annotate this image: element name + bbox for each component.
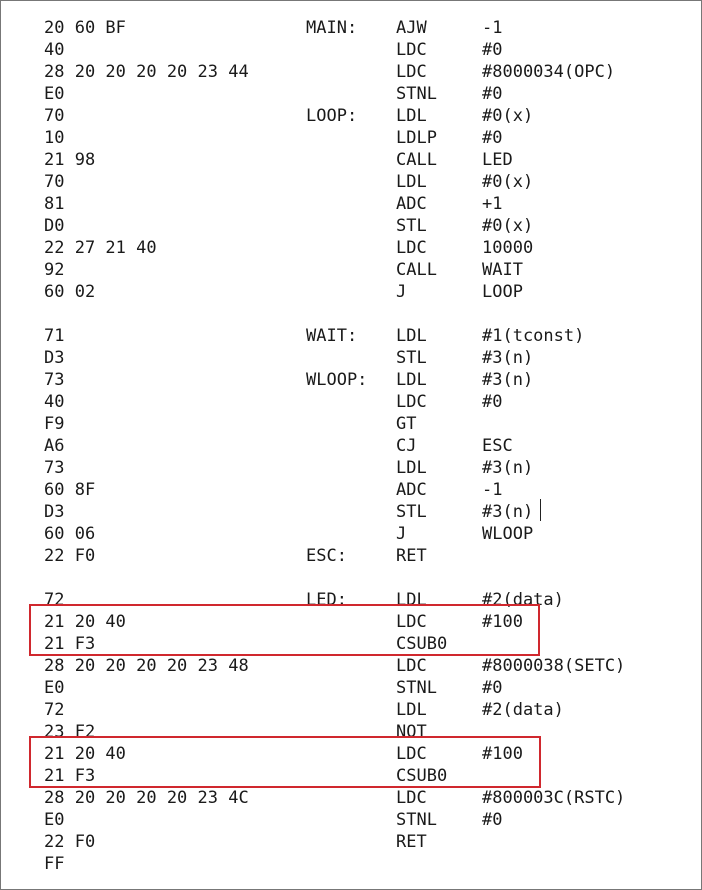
hex-bytes: F9 <box>44 414 65 434</box>
code-line <box>0 523 702 545</box>
mnemonic: CSUB0 <box>396 634 448 654</box>
code-line <box>0 17 702 39</box>
operand: -1 <box>482 18 503 38</box>
mnemonic: CJ <box>396 436 417 456</box>
mnemonic: LDL <box>396 326 427 346</box>
operand: #8000038(SETC) <box>482 656 626 676</box>
code-line <box>0 545 702 567</box>
code-line <box>0 193 702 215</box>
mnemonic: CALL <box>396 260 437 280</box>
mnemonic: RET <box>396 546 427 566</box>
code-line <box>0 61 702 83</box>
operand: #0 <box>482 810 503 830</box>
mnemonic: LDL <box>396 172 427 192</box>
hex-bytes: 60 8F <box>44 480 96 500</box>
code-line <box>0 39 702 61</box>
mnemonic: STNL <box>396 84 437 104</box>
code-line <box>0 215 702 237</box>
mnemonic: LDL <box>396 458 427 478</box>
mnemonic: ADC <box>396 194 427 214</box>
hex-bytes: 40 <box>44 392 65 412</box>
operand: WLOOP <box>482 524 534 544</box>
code-line <box>0 787 702 809</box>
hex-bytes: 60 06 <box>44 524 96 544</box>
mnemonic: LDL <box>396 106 427 126</box>
hex-bytes: 20 60 BF <box>44 18 126 38</box>
hex-bytes: 10 <box>44 128 65 148</box>
operand: #3(n) <box>482 348 534 368</box>
hex-bytes: E0 <box>44 678 65 698</box>
label: WLOOP: <box>306 370 368 390</box>
hex-bytes: 21 98 <box>44 150 96 170</box>
operand: #8000034(OPC) <box>482 62 616 82</box>
label: ESC: <box>306 546 347 566</box>
mnemonic: J <box>396 524 407 544</box>
mnemonic: LDC <box>396 40 427 60</box>
code-line <box>0 281 702 303</box>
hex-bytes: 22 F0 <box>44 832 96 852</box>
hex-bytes: E0 <box>44 84 65 104</box>
operand: #3(n) <box>482 370 534 390</box>
operand: ESC <box>482 436 513 456</box>
hex-bytes: 60 02 <box>44 282 96 302</box>
mnemonic: STNL <box>396 678 437 698</box>
mnemonic: GT <box>396 414 417 434</box>
hex-bytes: 21 20 40 <box>44 744 126 764</box>
mnemonic: RET <box>396 832 427 852</box>
mnemonic: ADC <box>396 480 427 500</box>
operand: #1(tconst) <box>482 326 585 346</box>
mnemonic: STNL <box>396 810 437 830</box>
mnemonic: J <box>396 282 407 302</box>
code-line <box>0 127 702 149</box>
hex-bytes: D3 <box>44 502 65 522</box>
code-line <box>0 831 702 853</box>
hex-bytes: FF <box>44 854 65 874</box>
hex-bytes: 72 <box>44 590 65 610</box>
hex-bytes: 21 F3 <box>44 766 96 786</box>
mnemonic: LDL <box>396 370 427 390</box>
hex-bytes: 70 <box>44 106 65 126</box>
hex-bytes: 73 <box>44 370 65 390</box>
text-cursor <box>540 499 541 521</box>
hex-bytes: 22 F0 <box>44 546 96 566</box>
label: MAIN: <box>306 18 358 38</box>
hex-bytes: 28 20 20 20 20 23 4C <box>44 788 249 808</box>
code-line <box>0 325 702 347</box>
code-line <box>0 83 702 105</box>
hex-bytes: D3 <box>44 348 65 368</box>
operand: #100 <box>482 744 523 764</box>
mnemonic: LDL <box>396 700 427 720</box>
hex-bytes: D0 <box>44 216 65 236</box>
hex-bytes: 28 20 20 20 20 23 44 <box>44 62 249 82</box>
operand: #100 <box>482 612 523 632</box>
mnemonic: CALL <box>396 150 437 170</box>
hex-bytes: 72 <box>44 700 65 720</box>
mnemonic: STL <box>396 502 427 522</box>
code-line <box>0 347 702 369</box>
mnemonic: LDC <box>396 612 427 632</box>
operand: #0 <box>482 128 503 148</box>
operand: #800003C(RSTC) <box>482 788 626 808</box>
operand: LOOP <box>482 282 523 302</box>
hex-bytes: 23 F2 <box>44 722 96 742</box>
highlight-box <box>29 604 540 656</box>
operand: #3(n) <box>482 458 534 478</box>
hex-bytes: 70 <box>44 172 65 192</box>
label: LOOP: <box>306 106 358 126</box>
hex-bytes: 92 <box>44 260 65 280</box>
code-line <box>0 413 702 435</box>
code-line <box>0 699 702 721</box>
code-line <box>0 853 702 875</box>
hex-bytes: 40 <box>44 40 65 60</box>
operand: 10000 <box>482 238 534 258</box>
code-line <box>0 149 702 171</box>
code-line <box>0 435 702 457</box>
operand: #0(x) <box>482 172 534 192</box>
hex-bytes: A6 <box>44 436 65 456</box>
code-line <box>0 655 702 677</box>
code-line <box>0 171 702 193</box>
code-line <box>0 259 702 281</box>
code-line <box>0 479 702 501</box>
mnemonic: LDLP <box>396 128 437 148</box>
operand: #0 <box>482 40 503 60</box>
code-line <box>0 809 702 831</box>
operand: #0 <box>482 678 503 698</box>
mnemonic: LDL <box>396 590 427 610</box>
code-line <box>0 391 702 413</box>
operand: +1 <box>482 194 503 214</box>
mnemonic: LDC <box>396 788 427 808</box>
mnemonic: STL <box>396 216 427 236</box>
label: LED: <box>306 590 347 610</box>
operand: #0(x) <box>482 216 534 236</box>
hex-bytes: 22 27 21 40 <box>44 238 157 258</box>
mnemonic: CSUB0 <box>396 766 448 786</box>
hex-bytes: 71 <box>44 326 65 346</box>
mnemonic: LDC <box>396 656 427 676</box>
code-line <box>0 237 702 259</box>
mnemonic: STL <box>396 348 427 368</box>
hex-bytes: 28 20 20 20 20 23 48 <box>44 656 249 676</box>
mnemonic: NOT <box>396 722 427 742</box>
operand: #3(n) <box>482 502 534 522</box>
operand: #2(data) <box>482 700 564 720</box>
mnemonic: LDC <box>396 744 427 764</box>
operand: #0 <box>482 392 503 412</box>
hex-bytes: 81 <box>44 194 65 214</box>
operand: #0(x) <box>482 106 534 126</box>
code-line <box>0 677 702 699</box>
hex-bytes: 73 <box>44 458 65 478</box>
hex-bytes: 21 20 40 <box>44 612 126 632</box>
code-line <box>0 501 702 523</box>
operand: LED <box>482 150 513 170</box>
mnemonic: LDC <box>396 62 427 82</box>
mnemonic: AJW <box>396 18 427 38</box>
hex-bytes: E0 <box>44 810 65 830</box>
mnemonic: LDC <box>396 392 427 412</box>
code-line <box>0 457 702 479</box>
operand: #0 <box>482 84 503 104</box>
mnemonic: LDC <box>396 238 427 258</box>
hex-bytes: 21 F3 <box>44 634 96 654</box>
operand: #2(data) <box>482 590 564 610</box>
code-line <box>0 369 702 391</box>
operand: WAIT <box>482 260 523 280</box>
highlight-box <box>29 736 541 788</box>
code-line <box>0 105 702 127</box>
operand: -1 <box>482 480 503 500</box>
label: WAIT: <box>306 326 358 346</box>
